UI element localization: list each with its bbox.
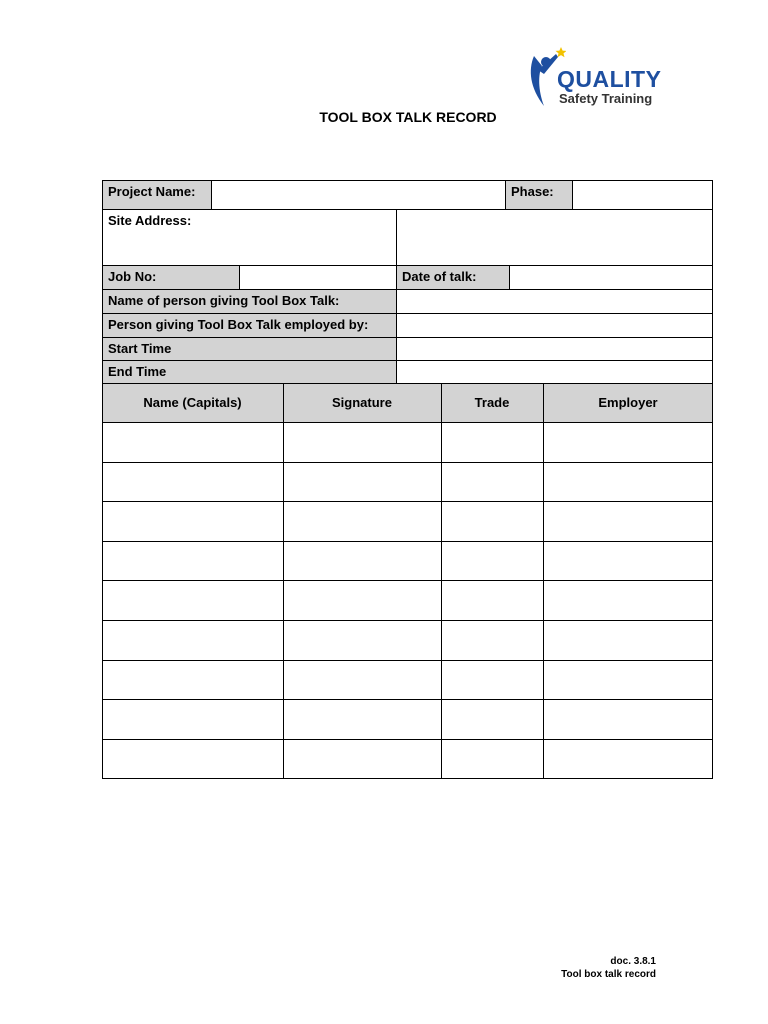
cell-signature[interactable]	[283, 462, 441, 502]
person-name-label: Name of person giving Tool Box Talk:	[102, 289, 396, 313]
job-no-label: Job No:	[102, 265, 239, 289]
cell-trade[interactable]	[441, 541, 543, 581]
doc-name: Tool box talk record	[561, 969, 656, 980]
rule	[102, 360, 713, 361]
border-left	[102, 180, 103, 779]
cell-signature[interactable]	[283, 739, 441, 779]
cell-trade[interactable]	[441, 580, 543, 620]
rule	[509, 265, 510, 289]
end-time-field[interactable]	[396, 360, 713, 383]
rule	[102, 209, 713, 210]
job-no-field[interactable]	[239, 265, 396, 289]
cell-signature[interactable]	[283, 541, 441, 581]
cell-employer[interactable]	[543, 541, 713, 581]
cell-name[interactable]	[102, 660, 283, 700]
cell-trade[interactable]	[441, 501, 543, 541]
cell-employer[interactable]	[543, 580, 713, 620]
document-footer	[561, 955, 656, 981]
start-time-label: Start Time	[102, 337, 396, 360]
cell-employer[interactable]	[543, 739, 713, 779]
rule	[211, 180, 212, 209]
rule	[102, 265, 713, 266]
end-time-label: End Time	[102, 360, 396, 383]
project-name-field[interactable]	[211, 180, 505, 209]
toolbox-talk-form	[102, 180, 713, 779]
cell-name[interactable]	[102, 501, 283, 541]
page-title: TOOL BOX TALK RECORD	[319, 109, 497, 125]
cell-name[interactable]	[102, 541, 283, 581]
cell-trade[interactable]	[441, 620, 543, 660]
date-of-talk-field[interactable]	[509, 265, 713, 289]
rule	[396, 209, 397, 383]
rule	[543, 383, 544, 779]
cell-name[interactable]	[102, 422, 283, 462]
cell-employer[interactable]	[543, 660, 713, 700]
cell-signature[interactable]	[283, 580, 441, 620]
header-employer: Employer	[543, 383, 713, 422]
cell-trade[interactable]	[441, 699, 543, 739]
cell-signature[interactable]	[283, 501, 441, 541]
cell-trade[interactable]	[441, 462, 543, 502]
cell-trade[interactable]	[441, 660, 543, 700]
employed-by-field[interactable]	[396, 313, 713, 337]
header-name: Name (Capitals)	[102, 383, 283, 422]
phase-field[interactable]	[572, 180, 713, 209]
cell-signature[interactable]	[283, 660, 441, 700]
cell-employer[interactable]	[543, 699, 713, 739]
cell-employer[interactable]	[543, 620, 713, 660]
rule	[102, 383, 713, 384]
project-name-label: Project Name:	[102, 180, 211, 209]
border-top	[102, 180, 713, 181]
cell-name[interactable]	[102, 739, 283, 779]
cell-name[interactable]	[102, 699, 283, 739]
cell-employer[interactable]	[543, 501, 713, 541]
logo-word-quality: QUALITY	[557, 66, 662, 92]
cell-signature[interactable]	[283, 699, 441, 739]
logo-word-safety-training: Safety Training	[559, 91, 653, 106]
header-trade: Trade	[441, 383, 543, 422]
cell-trade[interactable]	[441, 422, 543, 462]
cell-name[interactable]	[102, 462, 283, 502]
cell-name[interactable]	[102, 620, 283, 660]
doc-reference: doc. 3.8.1	[610, 956, 656, 967]
rule	[572, 180, 573, 209]
site-address-field[interactable]	[396, 209, 713, 265]
rule	[283, 383, 284, 779]
company-logo	[526, 44, 666, 114]
date-of-talk-label: Date of talk:	[396, 265, 509, 289]
cell-signature[interactable]	[283, 620, 441, 660]
person-name-field[interactable]	[396, 289, 713, 313]
rule	[102, 313, 713, 314]
rule	[102, 337, 713, 338]
rule	[239, 265, 240, 289]
start-time-field[interactable]	[396, 337, 713, 360]
border-bottom	[102, 778, 713, 779]
header-signature: Signature	[283, 383, 441, 422]
phase-label: Phase:	[505, 180, 572, 209]
cell-signature[interactable]	[283, 422, 441, 462]
border-right	[712, 180, 713, 779]
cell-employer[interactable]	[543, 422, 713, 462]
site-address-label: Site Address:	[108, 213, 192, 228]
rule	[505, 180, 506, 209]
employed-by-label: Person giving Tool Box Talk employed by:	[102, 313, 396, 337]
cell-name[interactable]	[102, 580, 283, 620]
cell-employer[interactable]	[543, 462, 713, 502]
rule	[102, 289, 713, 290]
rule	[441, 383, 442, 779]
cell-trade[interactable]	[441, 739, 543, 779]
